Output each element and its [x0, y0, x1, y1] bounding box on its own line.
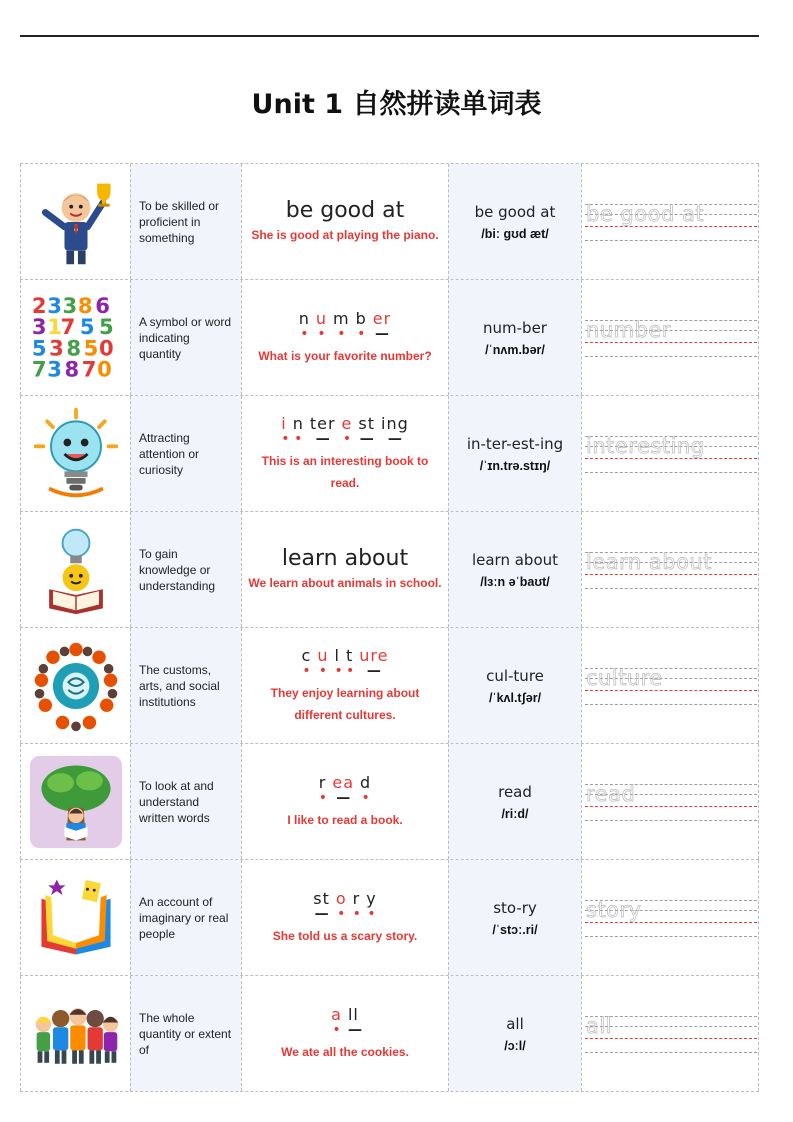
- table-row: [20, 396, 759, 512]
- sound-dot-mark: •: [345, 662, 355, 679]
- phonics-segment: ter: [309, 413, 336, 433]
- sound-dot-mark: •: [361, 789, 370, 806]
- example-sentence: This is an interesting book to read.: [261, 453, 429, 490]
- sound-dot-mark: •: [302, 662, 311, 679]
- sound-dot-mark: •: [337, 325, 346, 342]
- phonetic: /lɜːn əˈbaʊt/: [480, 574, 550, 589]
- phonics-segment: n: [298, 308, 310, 328]
- phonics-segment: i: [281, 413, 287, 433]
- example-sentence: She is good at playing the piano.: [251, 227, 439, 242]
- word: learn about: [281, 545, 409, 571]
- syllable-cell: [448, 744, 581, 859]
- svg-text:3: 3: [46, 355, 62, 381]
- svg-text:5: 5: [98, 313, 114, 339]
- definition: A symbol or word indicating quantity: [130, 280, 241, 395]
- table-row: [20, 628, 759, 744]
- svg-text:5: 5: [31, 334, 47, 360]
- phonics-segment: r: [318, 772, 327, 792]
- phonics-segment: m: [333, 308, 350, 328]
- phonics-segment: ll: [347, 1004, 359, 1024]
- digraph-bar-mark: —: [314, 905, 329, 922]
- definition: The whole quantity or extent of: [130, 976, 241, 1091]
- definition: To gain knowledge or understanding: [130, 512, 241, 627]
- example-sentence: What is your favorite number?: [258, 348, 432, 363]
- definition: To look at and understand written words: [130, 744, 241, 859]
- syllables: be good at: [474, 202, 556, 221]
- sound-dot-mark: •: [294, 430, 303, 447]
- table-row: [20, 744, 759, 860]
- writing-lines[interactable]: [585, 664, 757, 708]
- svg-text:7: 7: [60, 313, 75, 339]
- sound-dot-mark: •: [332, 1021, 341, 1038]
- phonics-marks: [299, 662, 392, 679]
- digraph-bar-mark: —: [336, 789, 351, 806]
- word-table: [20, 163, 759, 1092]
- phonics-segment: ure: [359, 645, 389, 665]
- word-cell: [241, 860, 448, 975]
- phonics-segment: d: [360, 772, 372, 792]
- trace-word: read: [586, 781, 636, 806]
- syllables: read: [498, 782, 532, 801]
- syllable-cell: [448, 976, 581, 1091]
- svg-text:0: 0: [98, 334, 114, 360]
- trophy-boy-icon: [20, 164, 130, 279]
- example-sentence: She told us a scary story.: [272, 928, 418, 943]
- phonics-segment: st: [358, 413, 375, 433]
- svg-text:7: 7: [31, 355, 47, 381]
- svg-text:3: 3: [48, 334, 64, 360]
- sound-dot-mark: •: [281, 430, 290, 447]
- svg-text:8: 8: [65, 334, 81, 360]
- definition: An account of imaginary or real people: [130, 860, 241, 975]
- sound-dot-mark: •: [342, 430, 352, 447]
- word-cell: [241, 512, 448, 627]
- writing-cell[interactable]: [581, 396, 759, 511]
- svg-text:6: 6: [94, 292, 110, 318]
- example-sentence: I like to read a book.: [287, 812, 403, 827]
- phonics-segment: a: [331, 1004, 342, 1024]
- table-row: [20, 164, 759, 280]
- writing-lines[interactable]: [585, 780, 757, 824]
- phonics-marks: [278, 430, 412, 447]
- sound-dot-mark: •: [318, 789, 328, 806]
- table-row: [20, 280, 759, 396]
- phonics-segment: t: [345, 645, 354, 665]
- writing-lines[interactable]: [585, 896, 757, 940]
- phonics-segment: r: [352, 888, 361, 908]
- phonics-segment: e: [341, 413, 353, 433]
- word-cell: [241, 164, 448, 279]
- numbers-icon: [20, 280, 130, 395]
- sound-dot-mark: •: [352, 905, 361, 922]
- phonics-marks: [316, 789, 374, 806]
- phonetic: /ˈkʌl.tʃər/: [488, 690, 542, 705]
- digraph-bar-mark: —: [375, 325, 389, 342]
- digraph-bar-mark: —: [387, 430, 402, 447]
- syllable-cell: [448, 512, 581, 627]
- phonics-segment: o: [335, 888, 347, 908]
- lightbulb-icon: [20, 396, 130, 511]
- syllable-cell: [448, 164, 581, 279]
- word-cell: [241, 396, 448, 511]
- writing-lines[interactable]: [585, 548, 757, 592]
- phonics-segment: u: [315, 308, 328, 328]
- svg-text:3: 3: [62, 292, 77, 318]
- syllables: in-ter-est-ing: [466, 434, 564, 453]
- digraph-bar-mark: —: [359, 430, 374, 447]
- sound-dot-mark: •: [317, 325, 326, 342]
- phonics-segment: b: [355, 308, 367, 328]
- open-book-icon: [20, 860, 130, 975]
- example-sentence: They enjoy learning about different cultures.: [270, 685, 420, 722]
- trace-word: be good at: [586, 201, 705, 226]
- phonetic: /ɔːl/: [504, 1038, 526, 1053]
- phonics-segment: ing: [381, 413, 409, 433]
- syllable-cell: [448, 280, 581, 395]
- sound-dot-mark: •: [300, 325, 309, 342]
- syllables: all: [506, 1014, 524, 1033]
- trace-word: story: [586, 897, 642, 922]
- top-rule: [20, 35, 759, 37]
- phonics-segment: n: [292, 413, 304, 433]
- writing-cell[interactable]: [581, 512, 759, 627]
- word: be good at: [285, 197, 405, 223]
- phonetic: /ˈɪn.trə.stɪŋ/: [479, 458, 551, 473]
- phonetic: /riːd/: [501, 806, 529, 821]
- writing-lines[interactable]: [585, 432, 757, 476]
- svg-text:7: 7: [81, 355, 96, 381]
- table-row: [20, 860, 759, 976]
- writing-lines[interactable]: [585, 1012, 757, 1056]
- writing-cell[interactable]: [581, 628, 759, 743]
- svg-text:5: 5: [79, 313, 95, 339]
- sound-dot-mark: •: [367, 905, 376, 922]
- writing-cell[interactable]: [581, 164, 759, 279]
- group-kids-icon: [20, 976, 130, 1091]
- definition: The customs, arts, and social institutions: [130, 628, 241, 743]
- trace-word: interesting: [586, 433, 705, 458]
- svg-text:5: 5: [83, 334, 98, 360]
- phonetic: /ˈnʌm.bər/: [485, 342, 545, 357]
- phonics-segment: er: [372, 308, 392, 328]
- trace-word: culture: [586, 665, 663, 690]
- svg-text:8: 8: [77, 292, 93, 318]
- globe-people-icon: [20, 628, 130, 743]
- table-row: [20, 512, 759, 628]
- bulb-book-icon: [20, 512, 130, 627]
- word-cell: [241, 628, 448, 743]
- svg-text:1: 1: [46, 313, 62, 339]
- phonics-segment: c: [301, 645, 312, 665]
- sound-dot-mark: •: [337, 905, 346, 922]
- reading-tree-icon: [20, 744, 130, 859]
- phonics-marks: [296, 325, 394, 342]
- table-row: [20, 976, 759, 1092]
- phonics-segment: l: [334, 645, 340, 665]
- syllable-cell: [448, 628, 581, 743]
- phonetic: /ˈstɔː.ri/: [492, 922, 538, 937]
- syllable-cell: [448, 396, 581, 511]
- digraph-bar-mark: —: [366, 662, 381, 679]
- syllables: num-ber: [483, 318, 547, 337]
- phonics-segment: y: [366, 888, 377, 908]
- syllables: sto-ry: [493, 898, 537, 917]
- sound-dot-mark: •: [318, 662, 328, 679]
- writing-lines[interactable]: [585, 200, 757, 244]
- sound-dot-mark: •: [334, 662, 343, 679]
- trace-word: learn about: [586, 549, 712, 574]
- word-cell: [241, 280, 448, 395]
- writing-lines[interactable]: [585, 316, 757, 360]
- syllables: cul-ture: [486, 666, 544, 685]
- phonics-segment: ea: [332, 772, 355, 792]
- svg-text:3: 3: [31, 313, 47, 339]
- word-cell: [241, 744, 448, 859]
- phonics-segment: st: [313, 888, 330, 908]
- example-sentence: We ate all the cookies.: [281, 1044, 409, 1059]
- svg-text:2: 2: [31, 292, 47, 318]
- definition: Attracting attention or curiosity: [130, 396, 241, 511]
- phonics-marks: [310, 905, 379, 922]
- sound-dot-mark: •: [357, 325, 366, 342]
- phonics-segment: u: [317, 645, 329, 665]
- trace-word: number: [586, 317, 671, 342]
- svg-text:3: 3: [46, 292, 62, 318]
- page-title: Unit 1 自然拼读单词表: [251, 89, 542, 120]
- digraph-bar-mark: —: [315, 430, 330, 447]
- definition: To be skilled or proficient in something: [130, 164, 241, 279]
- phonics-marks: [328, 1021, 362, 1038]
- phonetic: /biː gʊd æt/: [481, 226, 549, 241]
- writing-cell[interactable]: [581, 860, 759, 975]
- example-sentence: We learn about animals in school.: [248, 575, 442, 590]
- word-cell: [241, 976, 448, 1091]
- writing-cell[interactable]: [581, 744, 759, 859]
- writing-cell[interactable]: [581, 976, 759, 1091]
- svg-text:0: 0: [96, 355, 112, 381]
- svg-text:8: 8: [63, 355, 79, 381]
- digraph-bar-mark: —: [347, 1021, 362, 1038]
- trace-word: all: [586, 1013, 613, 1038]
- writing-cell[interactable]: [581, 280, 759, 395]
- syllables: learn about: [471, 550, 559, 569]
- syllable-cell: [448, 860, 581, 975]
